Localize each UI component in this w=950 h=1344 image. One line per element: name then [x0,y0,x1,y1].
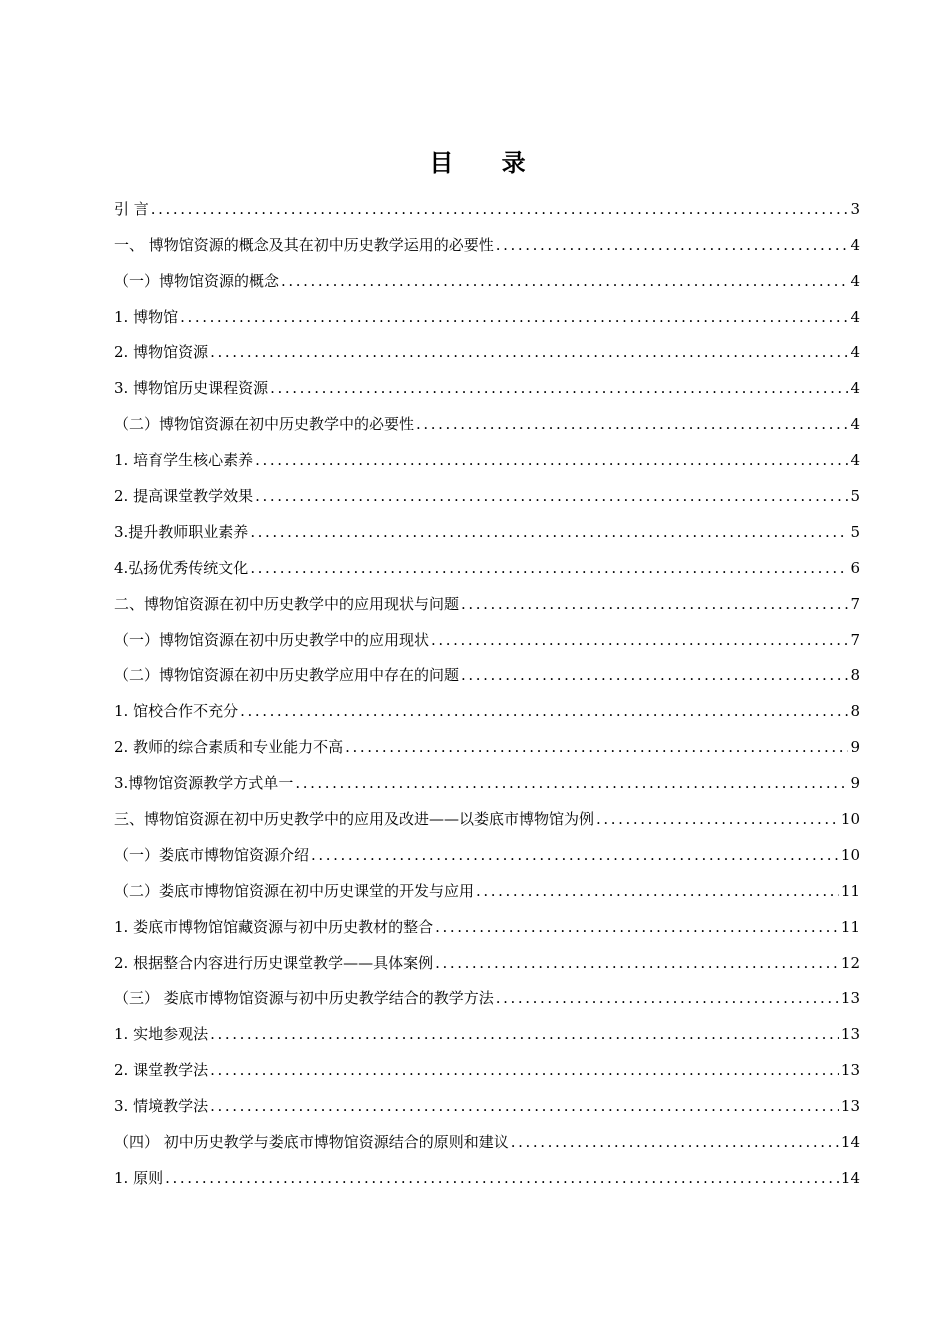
toc-entry[interactable] [114,650,860,686]
toc-dot-leader [596,809,839,829]
toc-entry-page-number: 11 [840,917,860,936]
toc-dot-leader [345,737,848,757]
toc-entry-text: 2. 博物馆资源 [114,343,209,362]
toc-entry-text: 二、博物馆资源在初中历史教学中的应用现状与问题 [114,594,460,613]
toc-entry-text: （一）博物馆资源在初中历史教学中的应用现状 [114,630,430,649]
toc-entry-text: （一）娄底市博物馆资源介绍 [114,845,310,864]
toc-dot-leader [151,199,849,219]
toc-dot-leader [210,342,848,362]
toc-entry[interactable] [114,685,860,721]
toc-entry-text: 1. 培育学生核心素养 [114,451,254,470]
toc-title: 目 录 [429,149,546,177]
toc-entry-page-number: 6 [850,558,860,577]
toc-entry-page-number: 8 [850,666,860,685]
toc-entry[interactable] [114,865,860,901]
toc-entry-page-number: 4 [850,271,860,290]
toc-entry[interactable] [114,973,860,1009]
toc-entry-text: （一）博物馆资源的概念 [114,271,280,290]
toc-entry[interactable] [114,578,860,614]
toc-entry-page-number: 7 [850,594,860,613]
toc-entry[interactable] [114,901,860,937]
toc-dot-leader [476,881,839,901]
toc-entry-page-number: 4 [850,451,860,470]
toc-entry[interactable] [114,1044,860,1080]
toc-entry-text: （二）娄底市博物馆资源在初中历史课堂的开发与应用 [114,881,475,900]
toc-entry-text: 4.弘扬优秀传统文化 [114,558,249,577]
toc-entry-page-number: 7 [850,630,860,649]
toc-dot-leader [210,1060,839,1080]
toc-entry-text: 2. 提高课堂教学效果 [114,487,254,506]
toc-entry-text: 引 言 [114,199,149,218]
toc-entry-page-number: 14 [840,1168,860,1187]
toc-entry[interactable] [114,1152,860,1188]
toc-entry-text: 1. 馆校合作不充分 [114,702,239,721]
toc-entry[interactable] [114,434,860,470]
toc-dot-leader [435,917,839,937]
toc-entry-page-number: 9 [850,774,860,793]
toc-entry[interactable] [114,183,860,219]
toc-dot-leader [416,414,848,434]
toc-entry-text: 3.博物馆资源教学方式单一 [114,774,294,793]
toc-entry-page-number: 4 [850,235,860,254]
toc-dot-leader [165,1168,839,1188]
toc-dot-leader [496,988,839,1008]
toc-entry-text: （三） 娄底市博物馆资源与初中历史教学结合的教学方法 [114,989,494,1008]
toc-entry-page-number: 12 [840,953,860,972]
toc-dot-leader [431,630,848,650]
toc-entry[interactable] [114,291,860,327]
toc-entry[interactable] [114,721,860,757]
toc-entry[interactable] [114,1008,860,1044]
toc-dot-leader [281,271,848,291]
toc-entry-page-number: 4 [850,307,860,326]
toc-entry-page-number: 4 [850,379,860,398]
toc-entry-page-number: 8 [850,702,860,721]
toc-entry[interactable] [114,219,860,255]
toc-entry-page-number: 13 [840,1025,860,1044]
toc-entry-page-number: 10 [840,810,860,829]
toc-entry-text: （二）博物馆资源在初中历史教学应用中存在的问题 [114,666,460,685]
toc-dot-leader [240,701,848,721]
toc-entry-text: 一、 博物馆资源的概念及其在初中历史教学运用的必要性 [114,235,494,254]
toc-dot-leader [255,450,848,470]
toc-entry-page-number: 11 [840,881,860,900]
toc-dot-leader [210,1096,839,1116]
toc-dot-leader [311,845,839,865]
toc-entry-text: （二）博物馆资源在初中历史教学中的必要性 [114,415,415,434]
toc-entry-text: 3. 博物馆历史课程资源 [114,379,269,398]
toc-dot-leader [461,594,848,614]
toc-dot-leader [255,486,848,506]
toc-entry[interactable] [114,470,860,506]
table-of-contents [114,183,860,1188]
toc-entry-text: 2. 根据整合内容进行历史课堂教学——具体案例 [114,953,434,972]
toc-dot-leader [270,378,848,398]
toc-entry-text: 2. 课堂教学法 [114,1061,209,1080]
toc-entry-page-number: 5 [850,487,860,506]
toc-entry[interactable] [114,793,860,829]
toc-entry-text: 1. 原则 [114,1168,164,1187]
toc-entry[interactable] [114,327,860,363]
toc-entry-text: 1. 博物馆 [114,307,179,326]
toc-entry[interactable] [114,398,860,434]
toc-entry[interactable] [114,362,860,398]
toc-entry-page-number: 13 [840,1061,860,1080]
toc-dot-leader [496,235,849,255]
toc-dot-leader [180,307,848,327]
toc-dot-leader [250,522,848,542]
toc-entry-page-number: 9 [850,738,860,757]
toc-entry[interactable] [114,542,860,578]
toc-entry[interactable] [114,614,860,650]
toc-entry-page-number: 5 [850,522,860,541]
toc-entry-text: 1. 实地参观法 [114,1025,209,1044]
toc-entry[interactable] [114,829,860,865]
toc-entry-text: （四） 初中历史教学与娄底市博物馆资源结合的原则和建议 [114,1133,509,1152]
toc-dot-leader [210,1024,839,1044]
toc-entry-text: 1. 娄底市博物馆馆藏资源与初中历史教材的整合 [114,917,434,936]
toc-entry[interactable] [114,1116,860,1152]
toc-dot-leader [461,665,848,685]
toc-entry-page-number: 4 [850,415,860,434]
toc-entry-text: 3. 情境教学法 [114,1097,209,1116]
toc-entry-page-number: 13 [840,989,860,1008]
toc-dot-leader [511,1132,839,1152]
toc-entry-text: 2. 教师的综合素质和专业能力不高 [114,738,344,757]
toc-entry[interactable] [114,1080,860,1116]
toc-entry-text: 三、博物馆资源在初中历史教学中的应用及改进——以娄底市博物馆为例 [114,810,595,829]
toc-entry-page-number: 13 [840,1097,860,1116]
toc-entry-page-number: 10 [840,845,860,864]
toc-entry-page-number: 14 [840,1133,860,1152]
toc-dot-leader [435,953,839,973]
toc-entry[interactable] [114,506,860,542]
toc-entry-text: 3.提升教师职业素养 [114,522,249,541]
toc-entry[interactable] [114,757,860,793]
toc-dot-leader [295,773,848,793]
toc-entry[interactable] [114,255,860,291]
toc-entry-page-number: 4 [850,343,860,362]
toc-entry-page-number: 3 [850,199,860,218]
toc-dot-leader [250,558,848,578]
toc-entry[interactable] [114,937,860,973]
